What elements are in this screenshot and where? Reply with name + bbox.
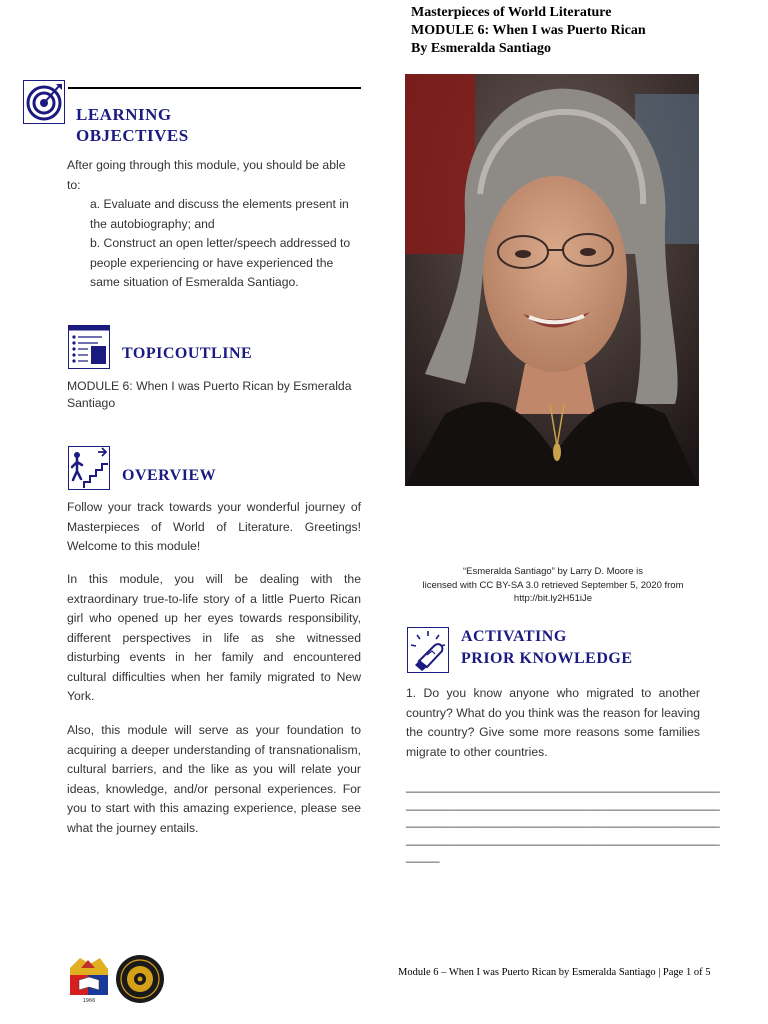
objective-item: a. Evaluate and discuss the elements present in the autobiography; and — [90, 197, 349, 231]
answer-line[interactable]: _______________________________________________ — [406, 796, 720, 811]
lightbulb-icon — [407, 627, 449, 671]
page-footer: Module 6 – When I was Puerto Rican by Esmeralda Santiago | Page 1 of 5 — [398, 967, 711, 978]
target-icon — [23, 80, 65, 124]
footer-logos — [67, 954, 167, 1009]
logo-year: 1966 — [82, 998, 96, 1004]
objective-item: b. Construct an open letter/speech addressed to people experiencing or have experienced the same situation of Esmeralda Santiago. — [90, 236, 351, 289]
learning-objectives-heading: LEARNING OBJECTIVES — [76, 105, 189, 145]
outline-list-icon — [68, 325, 110, 369]
prior-knowledge-question: 1. Do you know anyone who migrated to another country? What do you think was the reason for leaving the country? Give some more reasons some families migrate to other countries. — [406, 686, 700, 759]
header-series-title: Masterpieces of World Literature — [411, 5, 612, 20]
document-header — [411, 4, 646, 58]
overview-paragraph: Follow your track towards your wonderful journey of Masterpieces of World of Literature. Greetings! Welcome to this module! — [67, 500, 361, 553]
topic-outline-heading: TOPICOUTLINE — [122, 345, 253, 362]
topic-outline-text: MODULE 6: When I was Puerto Rican by Esmeralda Santiago — [67, 379, 352, 410]
learning-objectives-body — [67, 156, 362, 293]
answer-line[interactable]: _____ — [406, 849, 440, 863]
university-seal-icon — [70, 958, 108, 995]
stairs-walker-icon — [68, 446, 110, 490]
overview-paragraph: In this module, you will be dealing with the extraordinary true-to-life story of a little Puerto Rican girl who opened up her eyes towards responsibility, different perspectives in life as she witnessed disturbing events in her family and encountered cultural difficulties when her family migrated to New York. — [67, 572, 361, 703]
objectives-intro: After going through this module, you should be able to: — [67, 158, 346, 192]
header-module-title: MODULE 6: When I was Puerto Rican — [411, 23, 646, 38]
photo-source-link[interactable]: http://bit.ly2H51iJe — [513, 593, 593, 604]
photo-caption: “Esmeralda Santiago” by Larry D. Moore is licensed with CC BY-SA 3.0 retrieved September 5, 2020 from http://bit.ly2H51iJe — [405, 565, 701, 606]
college-emblem-icon — [116, 955, 164, 1003]
activating-prior-knowledge-heading: ACTIVATING PRIOR KNOWLEDGE — [461, 628, 633, 667]
overview-heading: OVERVIEW — [122, 467, 217, 484]
answer-blank-lines[interactable] — [406, 778, 720, 866]
header-author: By Esmeralda Santiago — [411, 41, 552, 56]
answer-line[interactable]: _______________________________________________ — [406, 831, 720, 846]
answer-line[interactable]: _______________________________________________ — [406, 779, 720, 793]
overview-paragraph: Also, this module will serve as your foundation to acquiring a deeper understanding of transnationalism, cultural barriers, and the like as you will relate your ideas, knowledge, and/or personal experiences. For you to start with this amazing experience, please see what the journey entails. — [67, 723, 361, 835]
answer-line[interactable]: _______________________________________________ — [406, 814, 720, 828]
author-portrait-photo — [405, 74, 699, 486]
section-rule — [68, 87, 361, 89]
